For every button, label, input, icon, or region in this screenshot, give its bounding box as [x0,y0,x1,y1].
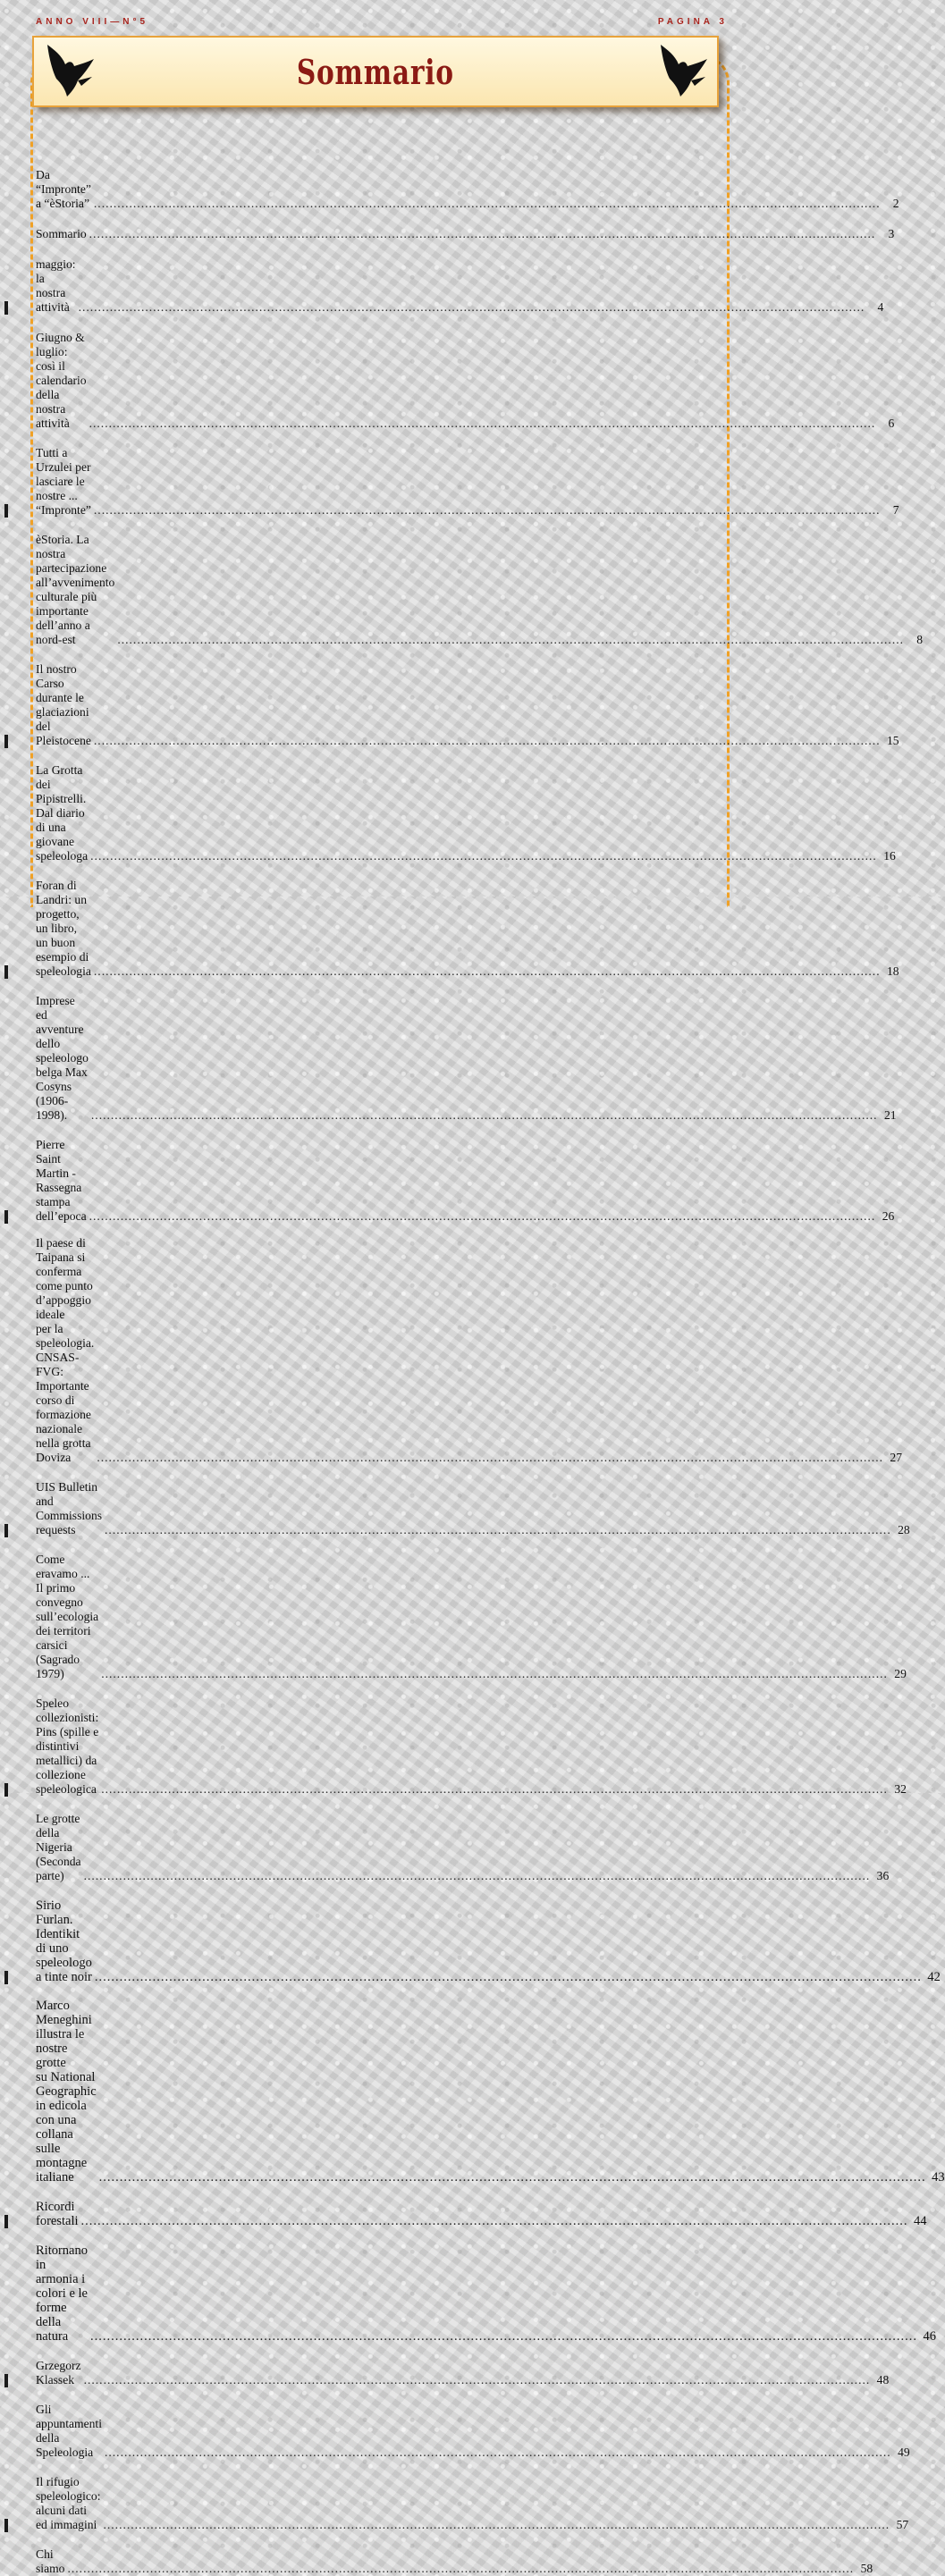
toc-entry-page: 44 [914,2214,927,2228]
toc-entry-page: 58 [860,2562,873,2575]
toc-entry-page: 2 [892,197,899,210]
toc-entry[interactable]: Ritornano in armonia i colori e le forme della natura ........................................................................................................................................................................................................ 46 [36,2243,936,2344]
toc-entry[interactable]: Giugno & luglio: così il calendario della nostra attività ........................................................................................................................................................................................................ 6 [36,331,895,430]
toc-entry-title: Ricordi forestali [36,2200,79,2228]
toc-entry-title: maggio: la nostra attività [36,257,76,314]
toc-entry[interactable]: Come eravamo ... Il primo convegno sull’ecologia dei territori carsici (Sagrado 1979) ........................................................................................................................................................................................................ 29 [36,1553,907,1680]
running-header-issue: ANNO VIII—N°5 [36,17,149,27]
toc-entry-title: Marco Meneghini illustra le nostre grotte [36,1999,92,2070]
toc-entry[interactable]: Chi siamo ........................................................................................................................................................................................................ 58 [36,2547,873,2575]
toc-entry-page: 27 [890,1451,902,1464]
toc-entry-title: Ritornano in armonia i colori e le forme della natura [36,2243,88,2344]
toc-entry-page: 7 [892,503,899,517]
toc-entry[interactable]: La Grotta dei Pipistrelli. Dal diario di una giovane speleologa ........................................................................................................................................................................................................ 16 [36,763,896,863]
toc-entry-page: 49 [898,2446,910,2459]
toc-entry-page: 28 [898,1523,910,1536]
toc-entry-page: 26 [882,1209,895,1223]
toc-entry-title: Giugno & luglio: così il calendario della nostra attività [36,331,87,430]
toc-entry[interactable]: Da “Impronte” a “èStoria” ........................................................................................................................................................................................................ 2 [36,168,899,210]
toc-entry-title: Gli appuntamenti della Speleologia [36,2403,102,2459]
toc-entry-page: 42 [927,1970,941,1984]
toc-entry[interactable]: Il nostro Carso durante le glaciazioni del Pleistocene ........................................................................................................................................................................................................ 15 [36,662,703,748]
toc-entry-page: 15 [887,734,899,747]
toc-entry[interactable]: Il rifugio speleologico: alcuni dati ed immagini ........................................................................................................................................................................................................ 57 [36,2475,703,2532]
toc-entry[interactable]: Gli appuntamenti della Speleologia ........................................................................................................................................................................................................ 49 [36,2403,910,2459]
toc-entry[interactable]: Sirio Furlan. Identikit di uno speleologo a tinte noir ........................................................................................................................................................................................................ 42 [36,1898,703,1984]
toc-entry[interactable]: Marco Meneghini illustra le nostre grotte su National Geographic in edicola con una collana sulle montagne italiane ........................................................................................................................................................................................................ 43 [36,1999,945,2185]
toc-entry-title: Il nostro Carso durante le glaciazioni del Pleistocene [36,662,91,747]
toc-entry-title: Sirio Furlan. Identikit di uno speleologo a tinte noir [36,1898,92,1984]
toc-entry-title: Il rifugio speleologico: alcuni dati ed immagini [36,2475,101,2531]
toc-entry[interactable]: Il paese di Taipana si conferma come punto d’appoggio ideale per la speleologia. CNSAS-FVG: Importante corso di formazione nazionale nella grotta Doviza ........................................................................................................................................................................................................ 27 [36,1236,902,1464]
toc-entry[interactable]: Speleo collezionisti: Pins (spille e distintivi metallici) da collezione speleologica ........................................................................................................................................................................................................ 32 [36,1696,703,1797]
toc-entry-title-line2: per la speleologia. CNSAS-FVG: Importante corso di formazione nazionale nella grotta Doviza [36,1322,95,1464]
toc-entry-page: 36 [876,1869,890,1882]
toc-entry-title: Le grotte della Nigeria (Seconda parte) [36,1812,81,1882]
toc-entry-page: 4 [877,300,884,314]
toc-entry-title: Imprese ed avventure dello speleologo belga Max Cosyns (1906-1998). [36,994,89,1122]
bat-icon [654,41,710,98]
toc-entry-title: Da “Impronte” a “èStoria” [36,168,91,210]
toc-entry-page: 6 [888,417,895,430]
toc-entry[interactable]: UIS Bulletin and Commissions requests ........................................................................................................................................................................................................ 28 [36,1480,703,1537]
toc-entry-title: La Grotta dei Pipistrelli. Dal diario di una giovane speleologa [36,763,89,863]
toc-entry-page: 32 [894,1782,907,1796]
toc-entry[interactable]: Foran di Landri: un progetto, un libro, un buon esempio di speleologia ........................................................................................................................................................................................................ 18 [36,879,703,979]
toc-entry-title-line2: su National Geographic in edicola con una collana sulle montagne italiane [36,2070,97,2185]
toc-entry-title: Pierre Saint Martin - Rassegna stampa dell’epoca [36,1138,87,1223]
toc-entry-page: 8 [916,633,924,646]
toc-entry-title: Il paese di Taipana si conferma come punto d’appoggio ideale [36,1236,93,1321]
toc-entry-page: 43 [932,2170,945,2185]
toc-entry-page: 18 [887,964,899,978]
toc-entry-title: èStoria. La nostra partecipazione all’avvenimento culturale più importante dell’anno a nord-est [36,533,115,646]
table-of-contents [36,168,945,2576]
toc-entry-page: 57 [896,2518,909,2531]
toc-entry[interactable]: Le grotte della Nigeria (Seconda parte) ........................................................................................................................................................................................................ 36 [36,1812,890,1882]
toc-entry-title: UIS Bulletin and Commissions requests [36,1480,103,1536]
title-banner [32,36,719,107]
toc-entry-page: 29 [894,1667,907,1680]
bat-icon [41,41,97,98]
toc-entry[interactable]: Sommario ........................................................................................................................................................................................................ 3 [36,227,895,240]
toc-entry[interactable]: èStoria. La nostra partecipazione all’avvenimento culturale più importante dell’anno a nord-est ........................................................................................................................................................................................................ 8 [36,533,924,646]
toc-entry[interactable]: Pierre Saint Martin - Rassegna stampa dell’epoca ........................................................................................................................................................................................................ 26 [36,1138,703,1224]
toc-entry-title: Speleo collezionisti: Pins (spille e distintivi metallici) da collezione speleologica [36,1696,99,1796]
toc-entry-title: Grzegorz Klassek [36,2359,81,2387]
page-title: Sommario [296,51,454,92]
toc-entry[interactable]: maggio: la nostra attività ........................................................................................................................................................................................................ 4 [36,257,703,315]
toc-entry-title: Come eravamo ... Il primo convegno sull’ecologia dei territori carsici (Sagrado 1979) [36,1553,99,1680]
toc-entry-page: 21 [883,1108,897,1122]
toc-entry-title: Chi siamo [36,2547,65,2575]
toc-entry[interactable]: Imprese ed avventure dello speleologo belga Max Cosyns (1906-1998). ........................................................................................................................................................................................................ 21 [36,994,897,1122]
toc-entry-title: Foran di Landri: un progetto, un libro, un buon esempio di speleologia [36,879,91,978]
toc-entry[interactable]: Tutti a Urzulei per lasciare le nostre ... “Impronte” ........................................................................................................................................................................................................ 7 [36,446,703,518]
toc-entry-title: Tutti a Urzulei per lasciare le nostre ... “Impronte” [36,446,91,517]
toc-entry-page: 48 [876,2373,890,2387]
toc-entry-page: 16 [883,849,896,863]
running-header-page: PAGINA 3 [657,17,728,27]
toc-entry-title: Sommario [36,227,87,240]
toc-entry[interactable]: Grzegorz Klassek ........................................................................................................................................................................................................ 48 [36,2359,703,2387]
toc-entry[interactable]: Ricordi forestali ........................................................................................................................................................................................................ 44 [36,2200,703,2228]
toc-entry-page: 3 [888,227,895,240]
toc-entry-page: 46 [923,2329,936,2344]
